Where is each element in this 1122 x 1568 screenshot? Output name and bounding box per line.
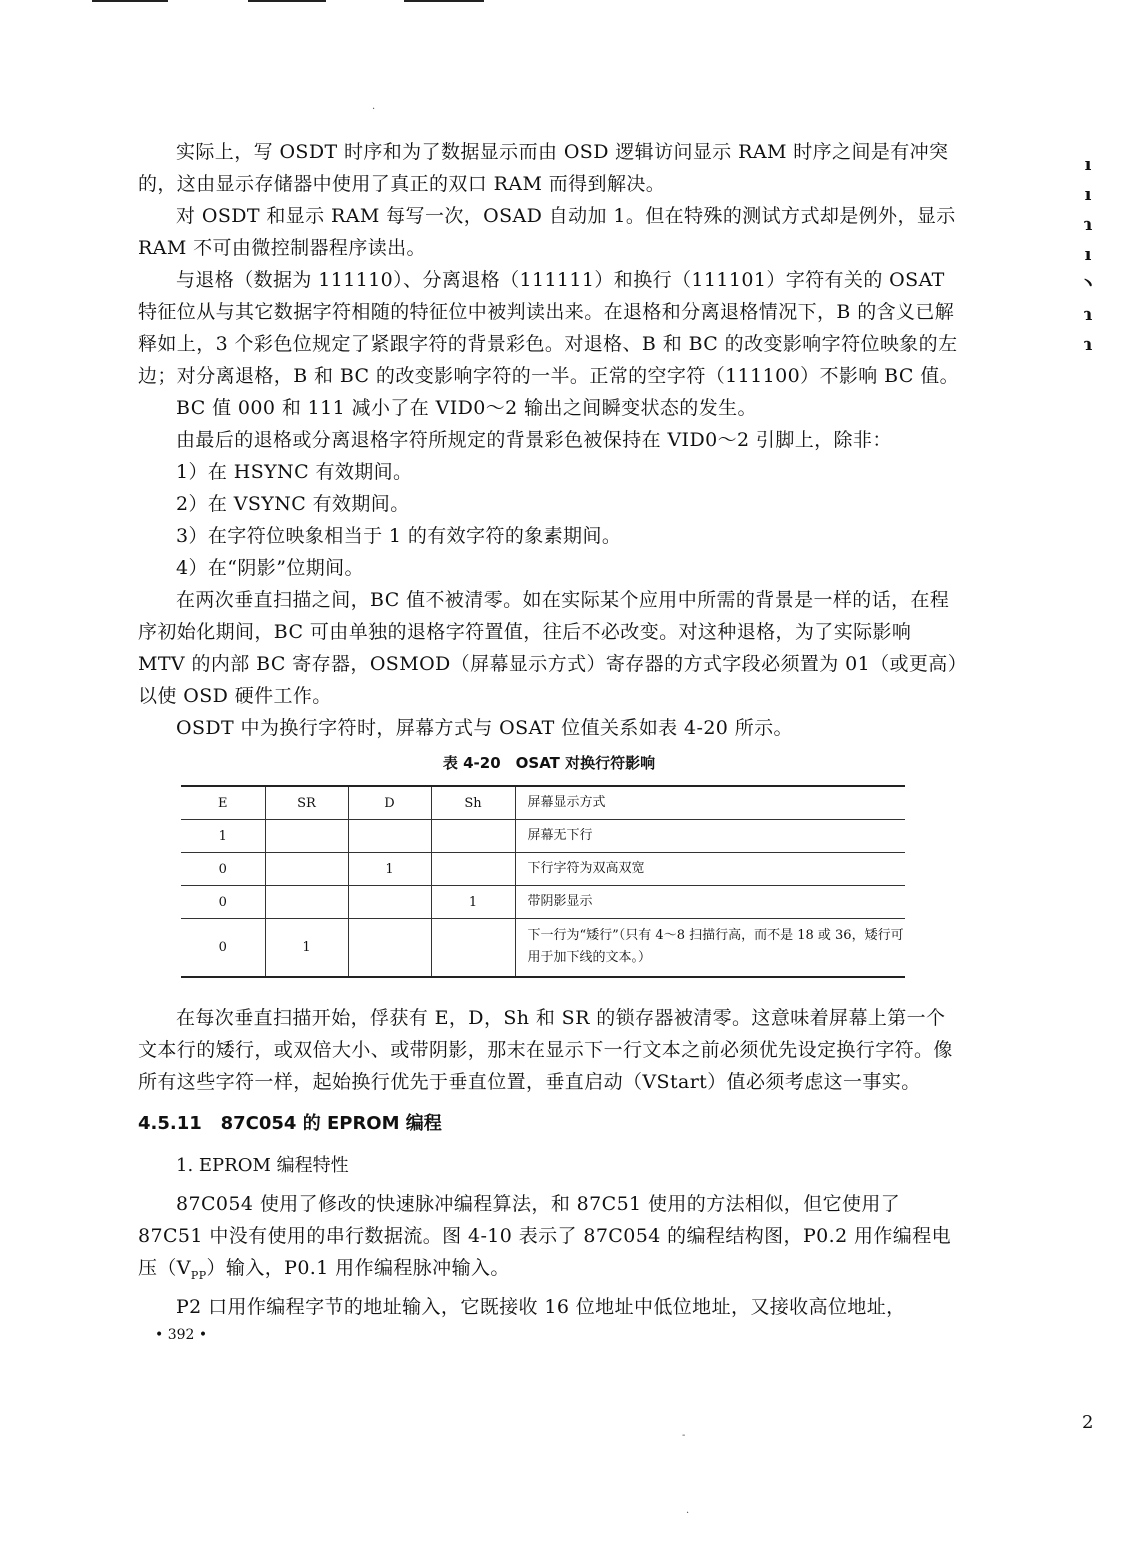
header-cell: Sh — [431, 786, 515, 820]
table-row — [181, 853, 905, 886]
table-cell: 1 — [181, 820, 265, 853]
table-row — [181, 886, 905, 919]
margin-mark: ı — [1084, 184, 1092, 205]
paragraph: 在每次垂直扫描开始，俘获有 E，D，Sh 和 SR 的锁存器被清零。这意味着屏幕上第一个文本行的矮行，或双倍大小、或带阴影，那末在显示下一行文本之前必须优先设定换行字符。像所有这些字符一样，起始换行优先于垂直位置，垂直启动（VStart）值必须考虑这一事实。 — [138, 1006, 953, 1093]
table-cell — [348, 886, 431, 919]
scan-speck: · — [686, 1508, 690, 1519]
paragraph: BC 值 000 和 111 减小了在 VID0～2 输出之间瞬变状态的发生。 — [176, 397, 757, 419]
paragraph-text: ）输入，P0.1 用作编程脉冲输入。 — [206, 1256, 510, 1279]
osat-table — [181, 785, 905, 978]
section-heading — [138, 1108, 960, 1140]
header-cell: SR — [265, 786, 348, 820]
table-cell — [265, 853, 348, 886]
margin-marks — [1076, 150, 1100, 360]
margin-mark: ı — [1084, 154, 1092, 175]
table-cell — [265, 820, 348, 853]
margin-mark: ɿ — [1083, 214, 1093, 235]
margin-mark: ɿ — [1083, 304, 1093, 325]
table-cell — [431, 919, 515, 977]
right-page-fragment: 2 — [1082, 1412, 1094, 1433]
table-cell: 带阴影显示 — [515, 886, 905, 919]
paragraph: 对 OSDT 和显示 RAM 每写一次，OSAD 自动加 1。但在特殊的测试方式却是例外，显示 RAM 不可由微控制器程序读出。 — [138, 205, 956, 259]
paragraph: 由最后的退格或分离退格字符所规定的背景彩色被保持在 VID0～2 引脚上，除非： — [176, 429, 892, 451]
section-title: 87C054 的 EPROM 编程 — [220, 1112, 442, 1134]
table-cell: 1 — [348, 853, 431, 886]
list-item: 3）在字符位映象相当于 1 的有效字符的象素期间。 — [176, 525, 622, 547]
scan-edge-line-3 — [404, 0, 484, 2]
table-cell — [265, 886, 348, 919]
paragraph: 在两次垂直扫描之间，BC 值不被清零。如在实际某个应用中所需的背景是一样的话，在程序初始化期间，BC 可由单独的退格字符置值，往后不必改变。对这种退格，为了实际影响 MTV 的内部 BC 寄存器，OSMOD（屏幕显示方式）寄存器的方式字段必须置为 01（或更高）以使 OSD 硬件工作。 — [138, 589, 958, 707]
list-item: 2）在 VSYNC 有效期间。 — [176, 493, 410, 515]
table-caption: 表 4-20 OSAT 对换行符影响 — [442, 754, 656, 772]
table-header-row — [181, 786, 905, 820]
scan-edge-line-2 — [248, 0, 326, 2]
table-cell: 0 — [181, 886, 265, 919]
header-cell: 屏幕显示方式 — [515, 786, 905, 820]
table-cell: 0 — [181, 919, 265, 977]
section-number: 4.5.11 — [138, 1112, 202, 1134]
table-cell: 0 — [181, 853, 265, 886]
scan-edge-line-1 — [92, 0, 168, 2]
list-item: 1）在 HSYNC 有效期间。 — [176, 461, 413, 483]
table-cell — [348, 919, 431, 977]
table-row — [181, 820, 905, 853]
paragraph: 与退格（数据为 111110）、分离退格（111111）和换行（111101）字符有关的 OSAT 特征位从与其它数据字符相随的特征位中被判读出来。在退格和分离退格情况下，B 的含义已解释如上，3 个彩色位规定了紧跟字符的背景彩色。对退格、B 和 BC 的改变影响字符位映象的左边；对分离退格，B 和 BC 的改变影响字符的一半。正常的空字符（111100）不影响 BC 值。 — [138, 269, 959, 387]
table-cell: 下一行为“矮行”（只有 4～8 扫描行高，而不是 18 或 36，矮行可用于加下线的文本。） — [515, 919, 905, 977]
margin-mark: ɿ — [1083, 334, 1093, 355]
table-row — [181, 919, 905, 977]
table-cell: 下行字符为双高双宽 — [515, 853, 905, 886]
table-cell: 1 — [265, 919, 348, 977]
page-body — [138, 136, 960, 1347]
paragraph: P2 口用作编程字节的地址输入，它既接收 16 位地址中低位地址，又接收高位地址， — [176, 1296, 906, 1319]
scan-speck: - — [682, 1430, 686, 1441]
paragraph: 实际上，写 OSDT 时序和为了数据显示而由 OSD 逻辑访问显示 RAM 时序之间是有冲突的，这由显示存储器中使用了真正的双口 RAM 而得到解决。 — [138, 141, 949, 195]
paragraph: OSDT 中为换行字符时，屏幕方式与 OSAT 位值关系如表 4-20 所示。 — [176, 717, 793, 739]
margin-mark: 丶 — [1079, 274, 1097, 295]
scan-speck: · — [372, 104, 376, 115]
table-cell — [348, 820, 431, 853]
vpp-subscript: PP — [190, 1268, 207, 1282]
paragraph — [138, 1188, 960, 1292]
table-cell — [431, 820, 515, 853]
list-item: 4）在“阴影”位期间。 — [176, 557, 364, 579]
margin-mark: ı — [1084, 244, 1092, 265]
header-cell: E — [181, 786, 265, 820]
table-cell: 1 — [431, 886, 515, 919]
table-cell: 屏幕无下行 — [515, 820, 905, 853]
header-cell: D — [348, 786, 431, 820]
subsection-heading: 1. EPROM 编程特性 — [176, 1154, 349, 1176]
table-cell — [431, 853, 515, 886]
page-number: • 392 • — [155, 1327, 208, 1344]
paragraph-text: 87C054 使用了修改的快速脉冲编程算法，和 87C51 使用的方法相似，但它使用了 87C51 中没有使用的串行数据流。图 4-10 表示了 87C054 的编程结构图，P0.2 用作编程电压（V — [138, 1192, 951, 1279]
